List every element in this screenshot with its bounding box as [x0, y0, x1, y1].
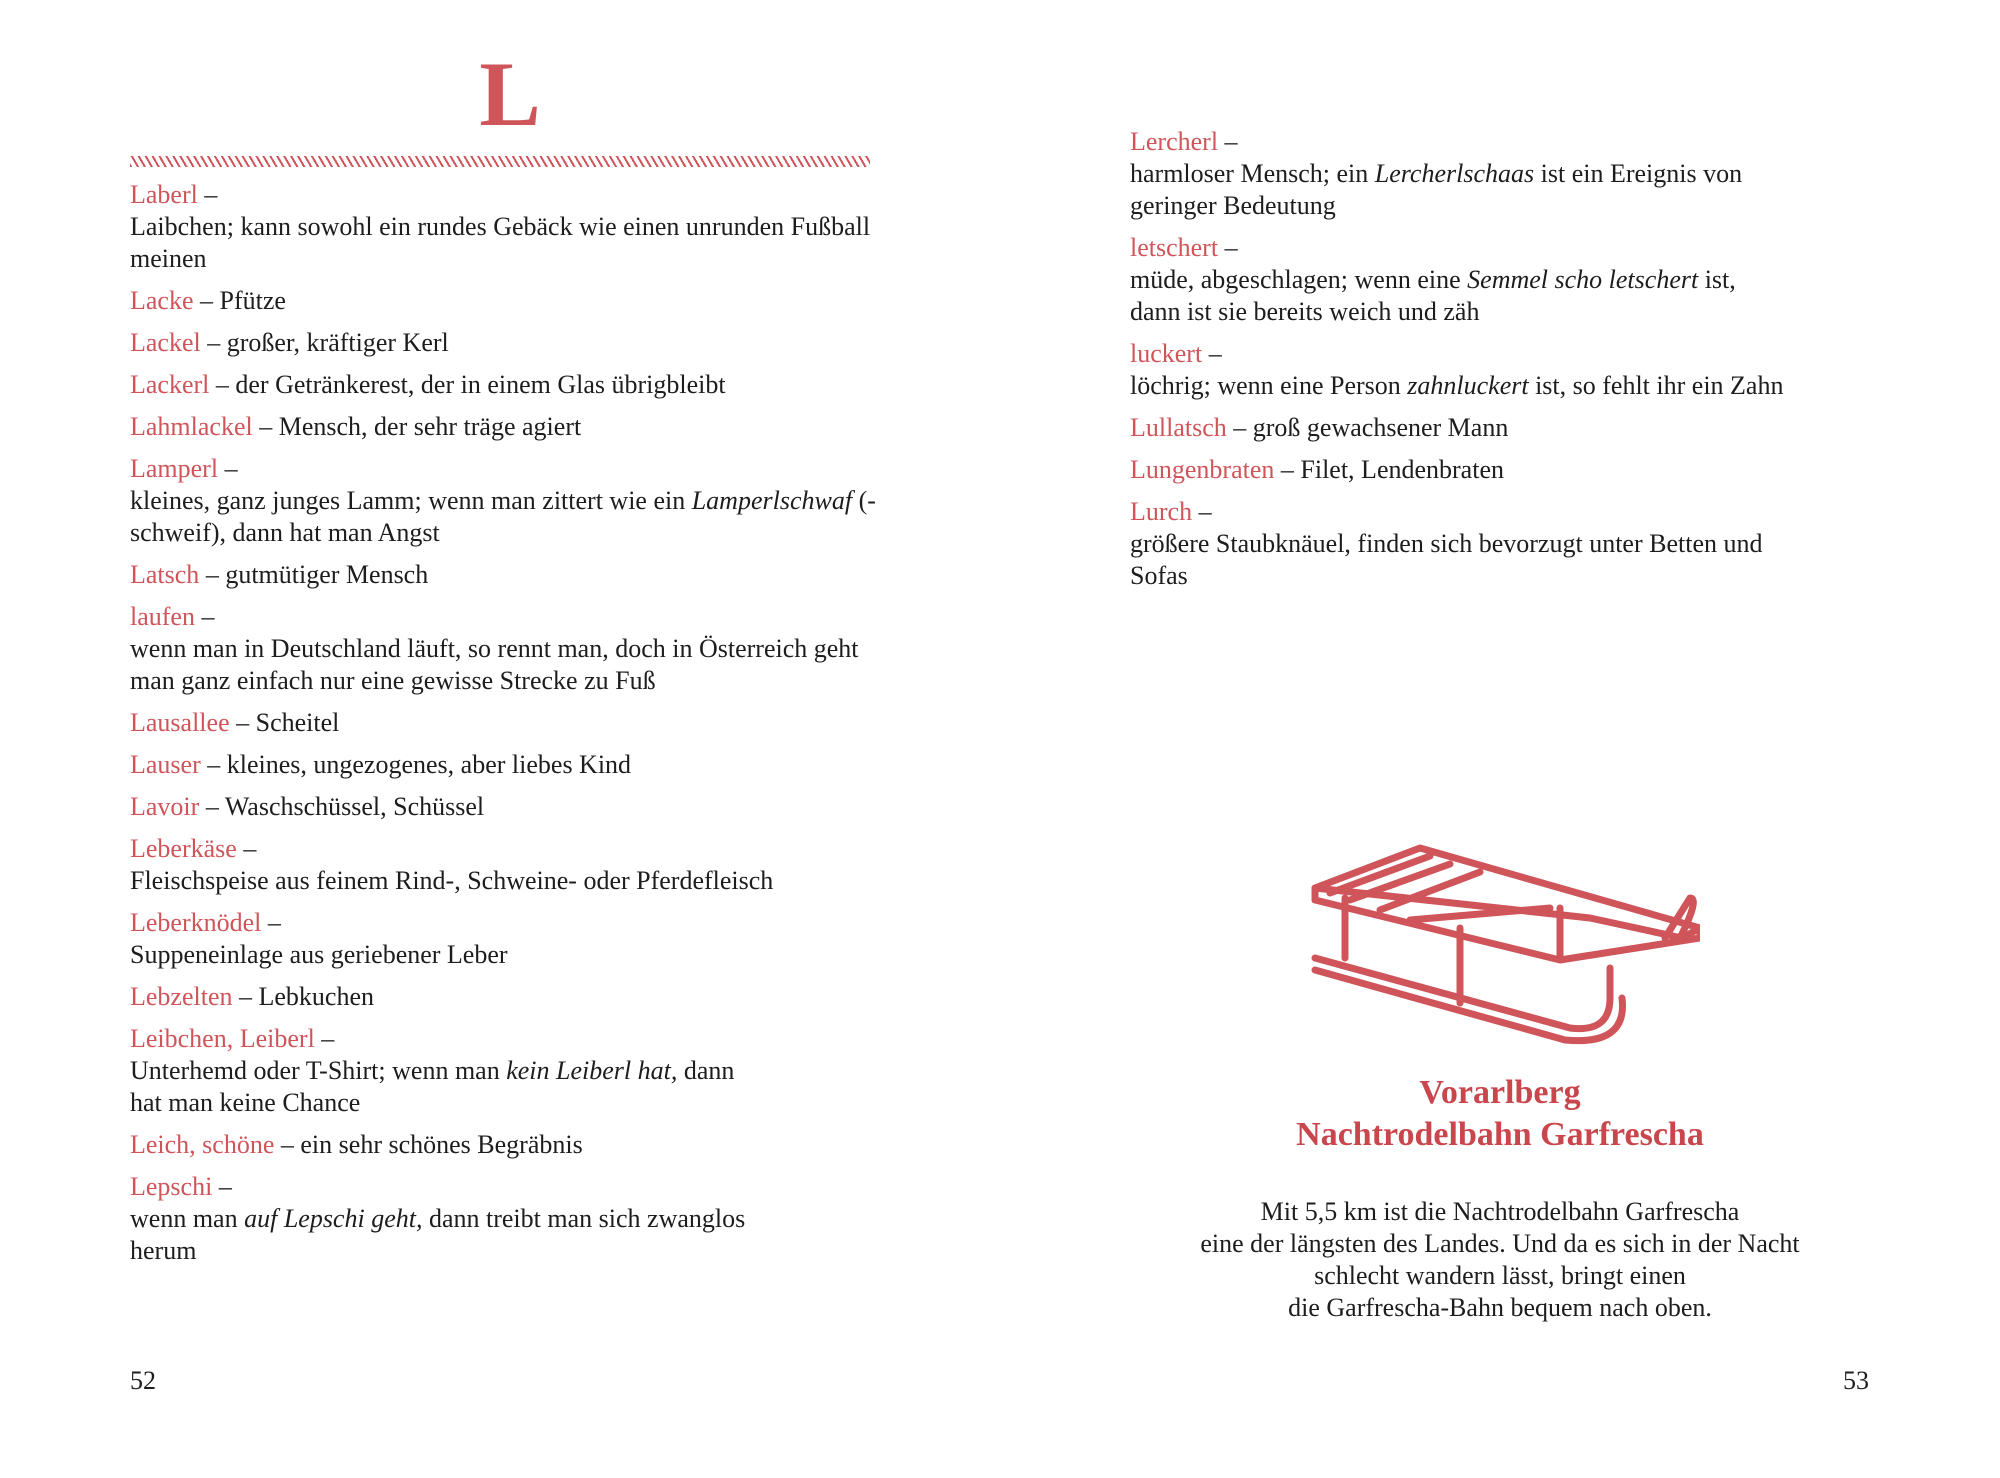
definition-text: dann treibt man sich zwanglos herum — [130, 1204, 746, 1265]
entry-separator: – — [236, 834, 257, 863]
glossary-entry — [1130, 454, 1890, 486]
entry-separator: – — [232, 982, 259, 1011]
letter-heading: L — [479, 43, 541, 145]
entry-separator: – — [218, 454, 238, 483]
definition-text: löchrig; wenn eine Person — [1130, 371, 1408, 400]
definition-text: wenn man — [130, 1204, 245, 1233]
entry-definition — [225, 560, 428, 589]
entry-definition — [130, 939, 890, 971]
decorative-hatched-rule — [130, 156, 870, 167]
entry-definition — [220, 286, 286, 315]
entry-separator: – — [1192, 497, 1212, 526]
entry-term: Lacke — [130, 286, 194, 315]
entry-separator: – — [261, 908, 281, 937]
definition-text: ist, so fehlt ihr ein Zahn — [1528, 371, 1784, 400]
entry-definition — [227, 750, 631, 779]
definition-text: Scheitel — [255, 708, 340, 737]
entry-separator: – — [252, 412, 279, 441]
entry-term: Lurch — [1130, 497, 1193, 526]
glossary-entry — [1130, 412, 1890, 444]
entry-term: Lepschi — [130, 1172, 213, 1201]
definition-text: groß gewachsener Mann — [1252, 413, 1509, 442]
glossary-entry — [130, 981, 890, 1013]
entry-definition — [256, 708, 340, 737]
glossary-entry — [130, 1171, 810, 1267]
entry-term: Leibchen, Leiberl — [130, 1024, 315, 1053]
entry-term: letschert — [1130, 233, 1219, 262]
entry-definition — [227, 328, 449, 357]
entry-separator: – — [193, 286, 220, 315]
sled-icon — [1310, 838, 1700, 1048]
definition-text: kleines, ganz junges Lamm; wenn man zittert wie ein — [130, 486, 692, 515]
entry-separator: – — [194, 602, 215, 631]
entry-separator: – — [1274, 455, 1301, 484]
glossary-entry — [1130, 496, 1790, 592]
definition-text: größere Staubknäuel, finden sich bevorzugt unter Betten und Sofas — [1130, 529, 1763, 590]
entry-term: Latsch — [130, 560, 200, 589]
entry-term: Lausallee — [130, 708, 230, 737]
entry-term: Lullatsch — [1130, 413, 1227, 442]
entry-separator: – — [212, 1172, 232, 1201]
definition-text: ist, dann ist sie bereits weich und zäh — [1130, 265, 1736, 326]
feature-title-name: Nachtrodelbahn Garfrescha — [1296, 1116, 1704, 1153]
feature-text-line: schlecht wandern lässt, bringt einen — [1314, 1261, 1686, 1290]
feature-title — [1200, 1072, 1800, 1156]
definition-italic-text: Semmel scho letschert — [1467, 265, 1699, 294]
glossary-entry — [130, 1129, 890, 1161]
definition-text: wenn man in Deutschland läuft, so rennt man, doch in Österreich geht man ganz einfach nur eine gewisse Strecke zu Fuß — [130, 634, 859, 695]
entry-term: luckert — [1130, 339, 1203, 368]
entry-term: laufen — [130, 602, 195, 631]
entry-term: Lungenbraten — [1130, 455, 1275, 484]
entry-term: Lahmlackel — [130, 412, 253, 441]
entry-definition — [1300, 455, 1504, 484]
feature-text-line: die Garfrescha-Bahn bequem nach oben. — [1288, 1293, 1712, 1322]
entry-definition — [1253, 413, 1509, 442]
entry-definition — [235, 370, 725, 399]
definition-text: Mensch, der sehr träge agiert — [278, 412, 582, 441]
entry-definition — [1130, 528, 1790, 592]
entry-separator: – — [200, 750, 227, 779]
entry-definition — [1130, 370, 1890, 402]
entry-separator: – — [199, 792, 225, 821]
definition-text: Unterhemd oder T-Shirt; wenn man — [130, 1056, 507, 1085]
definition-italic-text: zahnluckert — [1407, 371, 1529, 400]
definition-italic-text: Lercherlschaas — [1374, 159, 1535, 188]
entry-term: Lackel — [130, 328, 201, 357]
glossary-entry — [130, 907, 890, 971]
definition-italic-text: Lamperlschwaf — [691, 486, 853, 515]
glossary-right-column — [1130, 126, 1890, 602]
definition-text: Filet, Lendenbraten — [1300, 455, 1504, 484]
entry-term: Lebzelten — [130, 982, 233, 1011]
entry-separator: – — [200, 328, 227, 357]
definition-text: dann hat man keine Chance — [130, 1056, 735, 1117]
entry-definition — [1130, 264, 1790, 328]
definition-text: Suppeneinlage aus geriebener Leber — [130, 940, 508, 969]
glossary-entry — [130, 601, 890, 697]
entry-term: Leberknödel — [130, 908, 262, 937]
entry-separator: – — [209, 370, 236, 399]
definition-text: (-schweif), dann hat man Angst — [130, 486, 876, 547]
entry-separator: – — [314, 1024, 335, 1053]
feature-text-line: eine der längsten des Landes. Und da es sich in der Nacht — [1200, 1229, 1800, 1258]
definition-italic-text: auf Lepschi geht, — [244, 1204, 423, 1233]
entry-definition — [130, 211, 890, 275]
page-number-right: 53 — [1843, 1366, 1869, 1395]
definition-text: großer, kräftiger Kerl — [226, 328, 449, 357]
glossary-left-column — [130, 179, 890, 1277]
entry-term: Laberl — [130, 180, 198, 209]
feature-title-region: Vorarlberg — [1419, 1074, 1581, 1111]
page-number-left: 52 — [130, 1366, 156, 1395]
entry-definition — [130, 865, 890, 897]
entry-term: Lackerl — [130, 370, 210, 399]
entry-definition — [130, 485, 890, 549]
entry-separator: – — [229, 708, 256, 737]
entry-definition — [225, 792, 484, 821]
entry-definition — [130, 1055, 750, 1119]
glossary-entry — [130, 285, 890, 317]
entry-separator: – — [1226, 413, 1253, 442]
entry-definition — [1130, 158, 1750, 222]
definition-text: ist ein Ereignis von geringer Bedeutung — [1130, 159, 1743, 220]
definition-text: Waschschüssel, Schüssel — [224, 792, 485, 821]
glossary-entry — [130, 1023, 750, 1119]
definition-text: müde, abgeschlagen; wenn eine — [1130, 265, 1468, 294]
entry-separator: – — [197, 180, 218, 209]
definition-text: kleines, ungezogenes, aber liebes Kind — [226, 750, 632, 779]
entry-separator: – — [1218, 127, 1238, 156]
glossary-entry — [1130, 338, 1890, 402]
definition-text: Pfütze — [219, 286, 286, 315]
definition-text: der Getränkerest, der in einem Glas übrigbleibt — [235, 370, 726, 399]
glossary-entry — [1130, 126, 1750, 222]
glossary-entry — [130, 369, 890, 401]
definition-text: gutmütiger Mensch — [225, 560, 429, 589]
entry-term: Lavoir — [130, 792, 200, 821]
glossary-entry — [130, 559, 890, 591]
glossary-entry — [1130, 232, 1790, 328]
entry-definition — [300, 1130, 582, 1159]
entry-term: Leich, schöne — [130, 1130, 275, 1159]
glossary-entry — [130, 411, 890, 443]
entry-term: Lamperl — [130, 454, 219, 483]
definition-text: Lebkuchen — [258, 982, 375, 1011]
feature-text-line: Mit 5,5 km ist die Nachtrodelbahn Garfrescha — [1260, 1197, 1740, 1226]
entry-separator: – — [1202, 339, 1222, 368]
entry-separator: – — [1218, 233, 1238, 262]
feature-description — [1150, 1196, 1850, 1324]
definition-text: Fleischspeise aus feinem Rind-, Schweine- oder Pferdefleisch — [130, 866, 774, 895]
entry-definition — [279, 412, 581, 441]
entry-definition — [130, 633, 890, 697]
entry-definition — [130, 1203, 810, 1267]
glossary-entry — [130, 749, 890, 781]
glossary-entry — [130, 179, 890, 275]
glossary-entry — [130, 707, 890, 739]
definition-text: harmloser Mensch; ein — [1130, 159, 1375, 188]
definition-text: ein sehr schönes Begräbnis — [300, 1130, 583, 1159]
glossary-entry — [130, 327, 890, 359]
entry-term: Leberkäse — [130, 834, 237, 863]
entry-term: Lercherl — [1130, 127, 1219, 156]
glossary-entry — [130, 791, 890, 823]
glossary-entry — [130, 833, 890, 897]
entry-separator: – — [199, 560, 226, 589]
definition-italic-text: kein Leiberl hat, — [506, 1056, 678, 1085]
entry-definition — [259, 982, 375, 1011]
entry-term: Lauser — [130, 750, 201, 779]
glossary-entry — [130, 453, 890, 549]
definition-text: Laibchen; kann sowohl ein rundes Gebäck wie einen unrunden Fußball meinen — [130, 212, 871, 273]
entry-separator: – — [274, 1130, 301, 1159]
